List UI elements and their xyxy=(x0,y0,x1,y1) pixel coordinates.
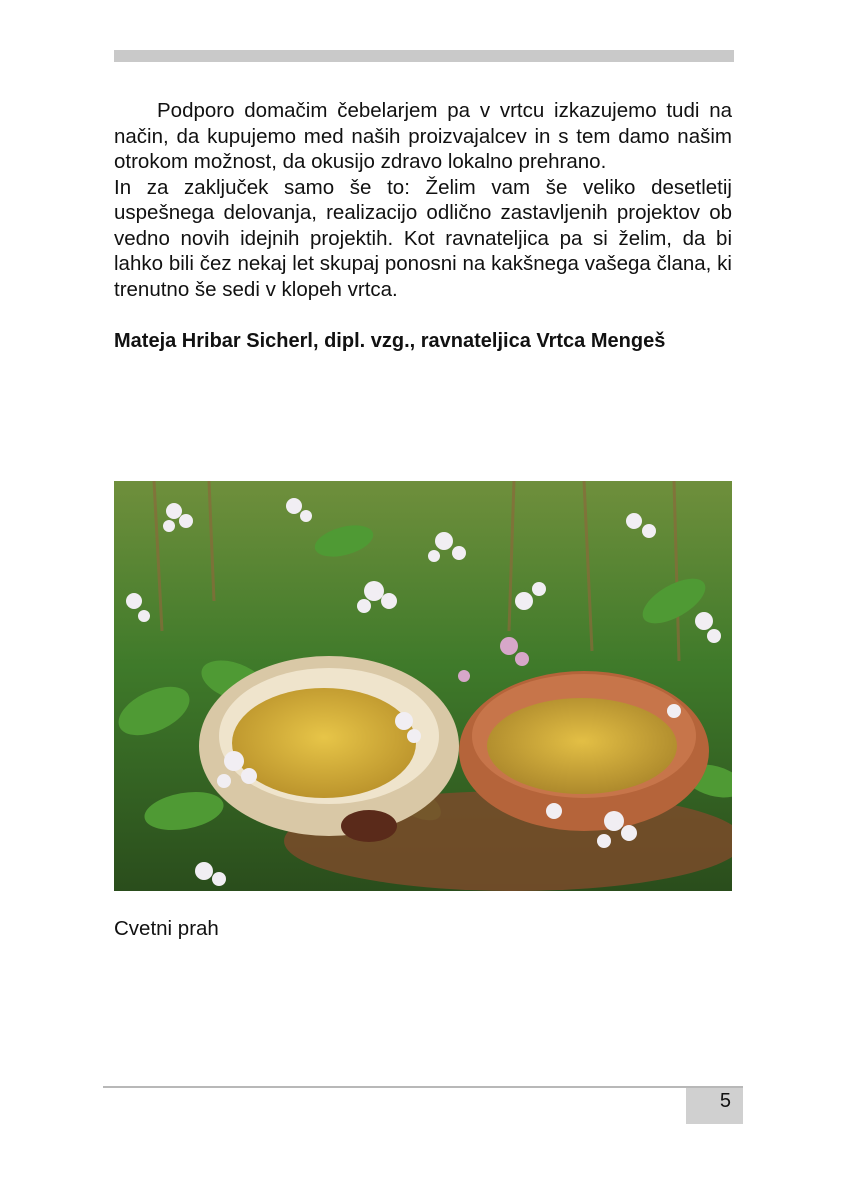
header-bar xyxy=(114,50,734,62)
page-number-box xyxy=(686,1088,743,1124)
pollen-photo xyxy=(114,481,732,891)
signature: Mateja Hribar Sicherl, dipl. vzg., ravnateljica Vrtca Mengeš xyxy=(114,330,666,352)
footer-line xyxy=(103,1086,743,1088)
photo-caption: Cvetni prah xyxy=(114,917,219,940)
pollen-photo-illustration xyxy=(114,481,732,891)
page-number: 5 xyxy=(719,1090,731,1112)
paragraph-1: Podporo domačim čebelarjem pa v vrtcu izkazujemo tudi na način, da kupujemo med naših proizvajalcev in s tem damo našim otrokom možnost, da okusijo zdravo lokalno prehrano. xyxy=(114,99,732,173)
paragraph-2: In za zaključek samo še to: Želim vam še veliko desetletij uspešnega delovanja, realizacijo odlično zastavljenih projektov ob vedno novih idejnih projektih. Kot ravnateljica pa si želim, da bi lahko bili čez nekaj let skupaj ponosni na kakšnega vašega člana, ki trenutno še sedi v klopeh vrtca. xyxy=(114,175,732,301)
body-text xyxy=(114,98,732,302)
